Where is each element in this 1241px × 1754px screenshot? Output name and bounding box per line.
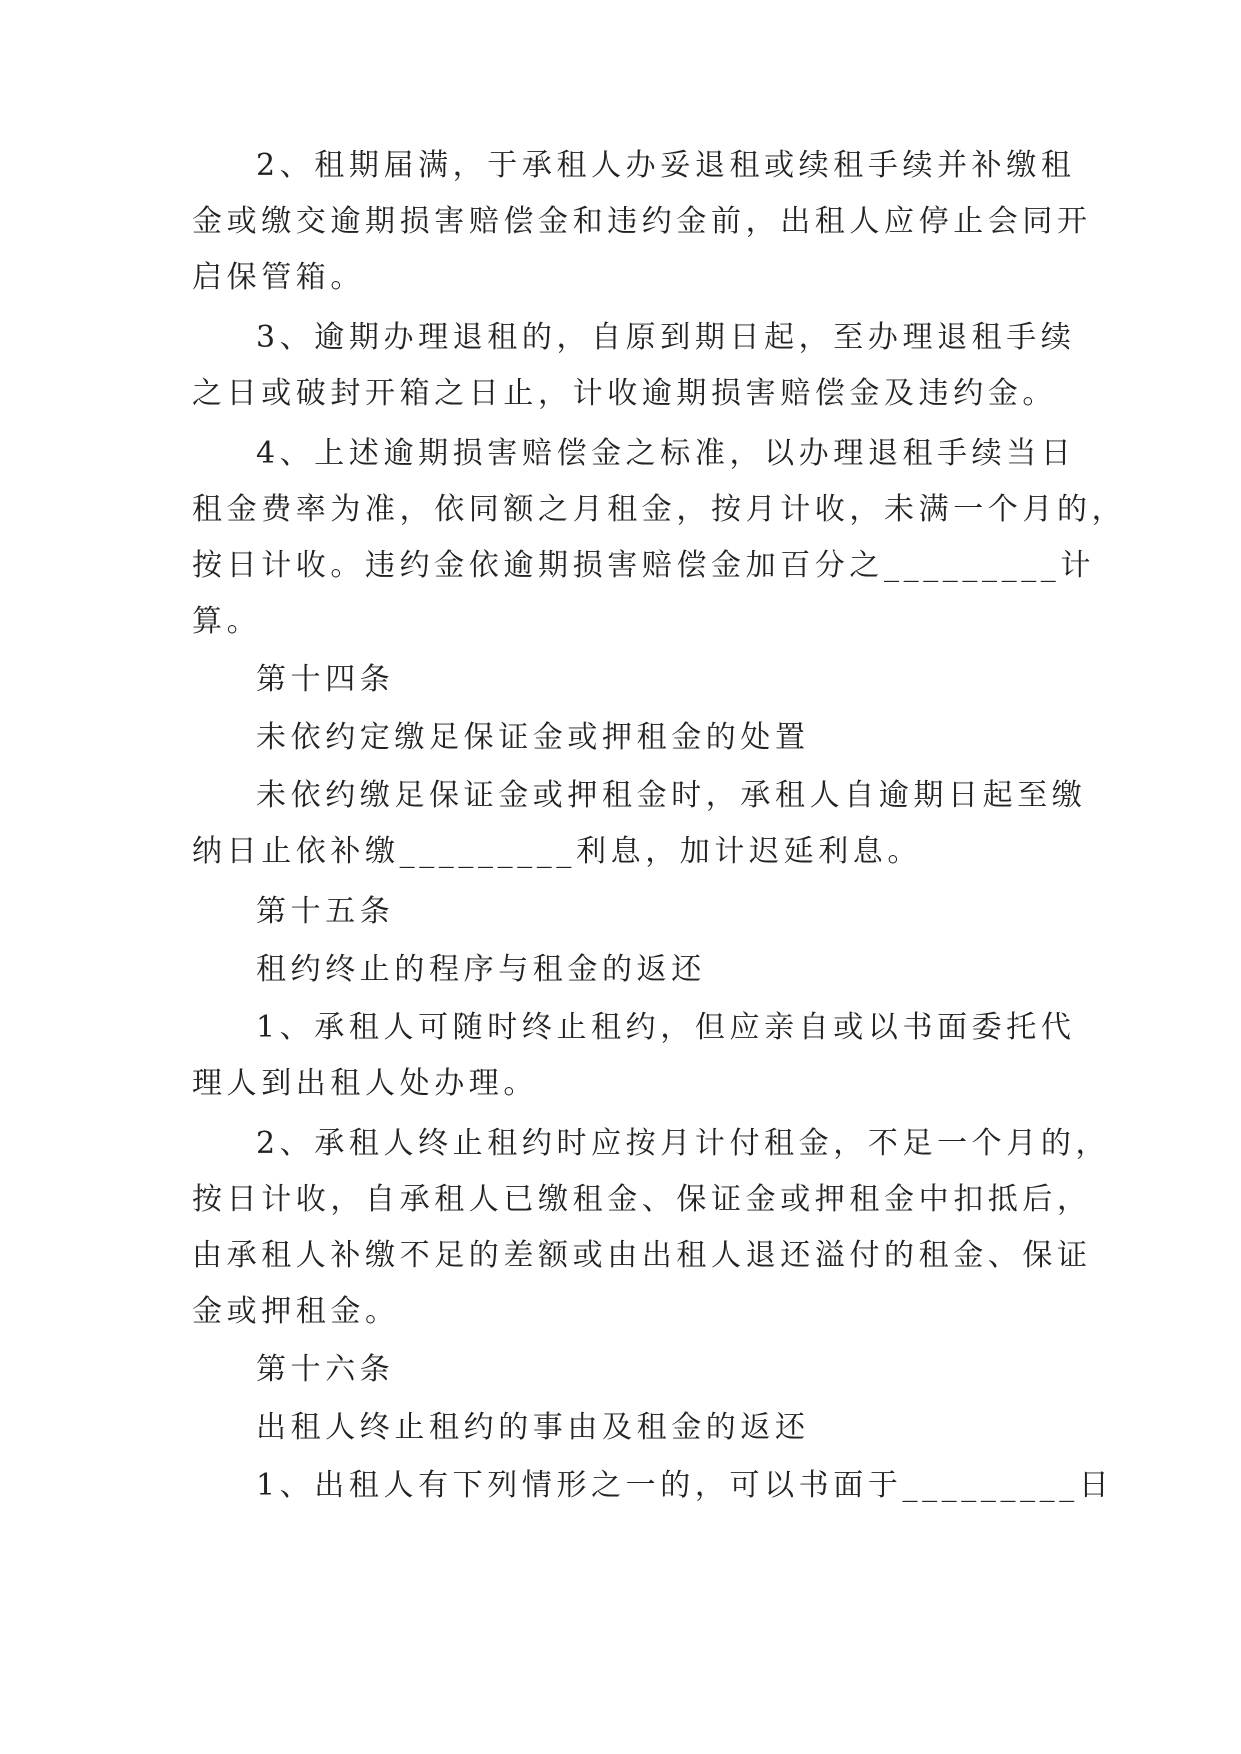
paragraph-line: 由承租人补缴不足的差额或由出租人退还溢付的租金、保证 [192,1238,1092,1273]
paragraph-line: 1、承租人可随时终止租约，但应亲自或以书面委托代 [256,1010,1076,1045]
paragraph-line: 金或缴交逾期损害赔偿金和违约金前，出租人应停止会同开 [192,204,1092,239]
paragraph-line: 按日计收。违约金依逾期损害赔偿金加百分之_________计 [192,548,1095,583]
paragraph-line: 之日或破封开箱之日止，计收逾期损害赔偿金及违约金。 [192,376,1057,411]
paragraph-line: 金或押租金。 [192,1294,400,1329]
paragraph-line: 理人到出租人处办理。 [192,1066,538,1101]
paragraph-line: 按日计收，自承租人已缴租金、保证金或押租金中扣抵后， [192,1182,1092,1217]
paragraph-line: 未依约缴足保证金或押租金时，承租人自逾期日起至缴 [256,778,1087,813]
article-heading: 第十六条 [256,1352,395,1387]
paragraph-line: 启保管箱。 [192,260,365,295]
paragraph-line: 租金费率为准，依同额之月租金，按月计收，未满一个月的， [192,492,1127,527]
article-title: 租约终止的程序与租金的返还 [256,952,706,987]
paragraph-line: 1、出租人有下列情形之一的，可以书面于_________日 [256,1468,1114,1503]
paragraph-line: 算。 [192,604,262,639]
paragraph-line: 3、逾期办理退租的，自原到期日起，至办理退租手续 [256,320,1076,355]
paragraph-line: 4、上述逾期损害赔偿金之标准，以办理退租手续当日 [256,436,1076,471]
article-title: 未依约定缴足保证金或押租金的处置 [256,720,810,755]
article-heading: 第十五条 [256,894,395,929]
paragraph-line: 2、租期届满，于承租人办妥退租或续租手续并补缴租 [256,148,1076,183]
article-title: 出租人终止租约的事由及租金的返还 [256,1410,810,1445]
paragraph-line: 2、承租人终止租约时应按月计付租金，不足一个月的， [256,1126,1111,1161]
paragraph-line: 纳日止依补缴_________利息，加计迟延利息。 [192,834,922,869]
article-heading: 第十四条 [256,662,395,697]
